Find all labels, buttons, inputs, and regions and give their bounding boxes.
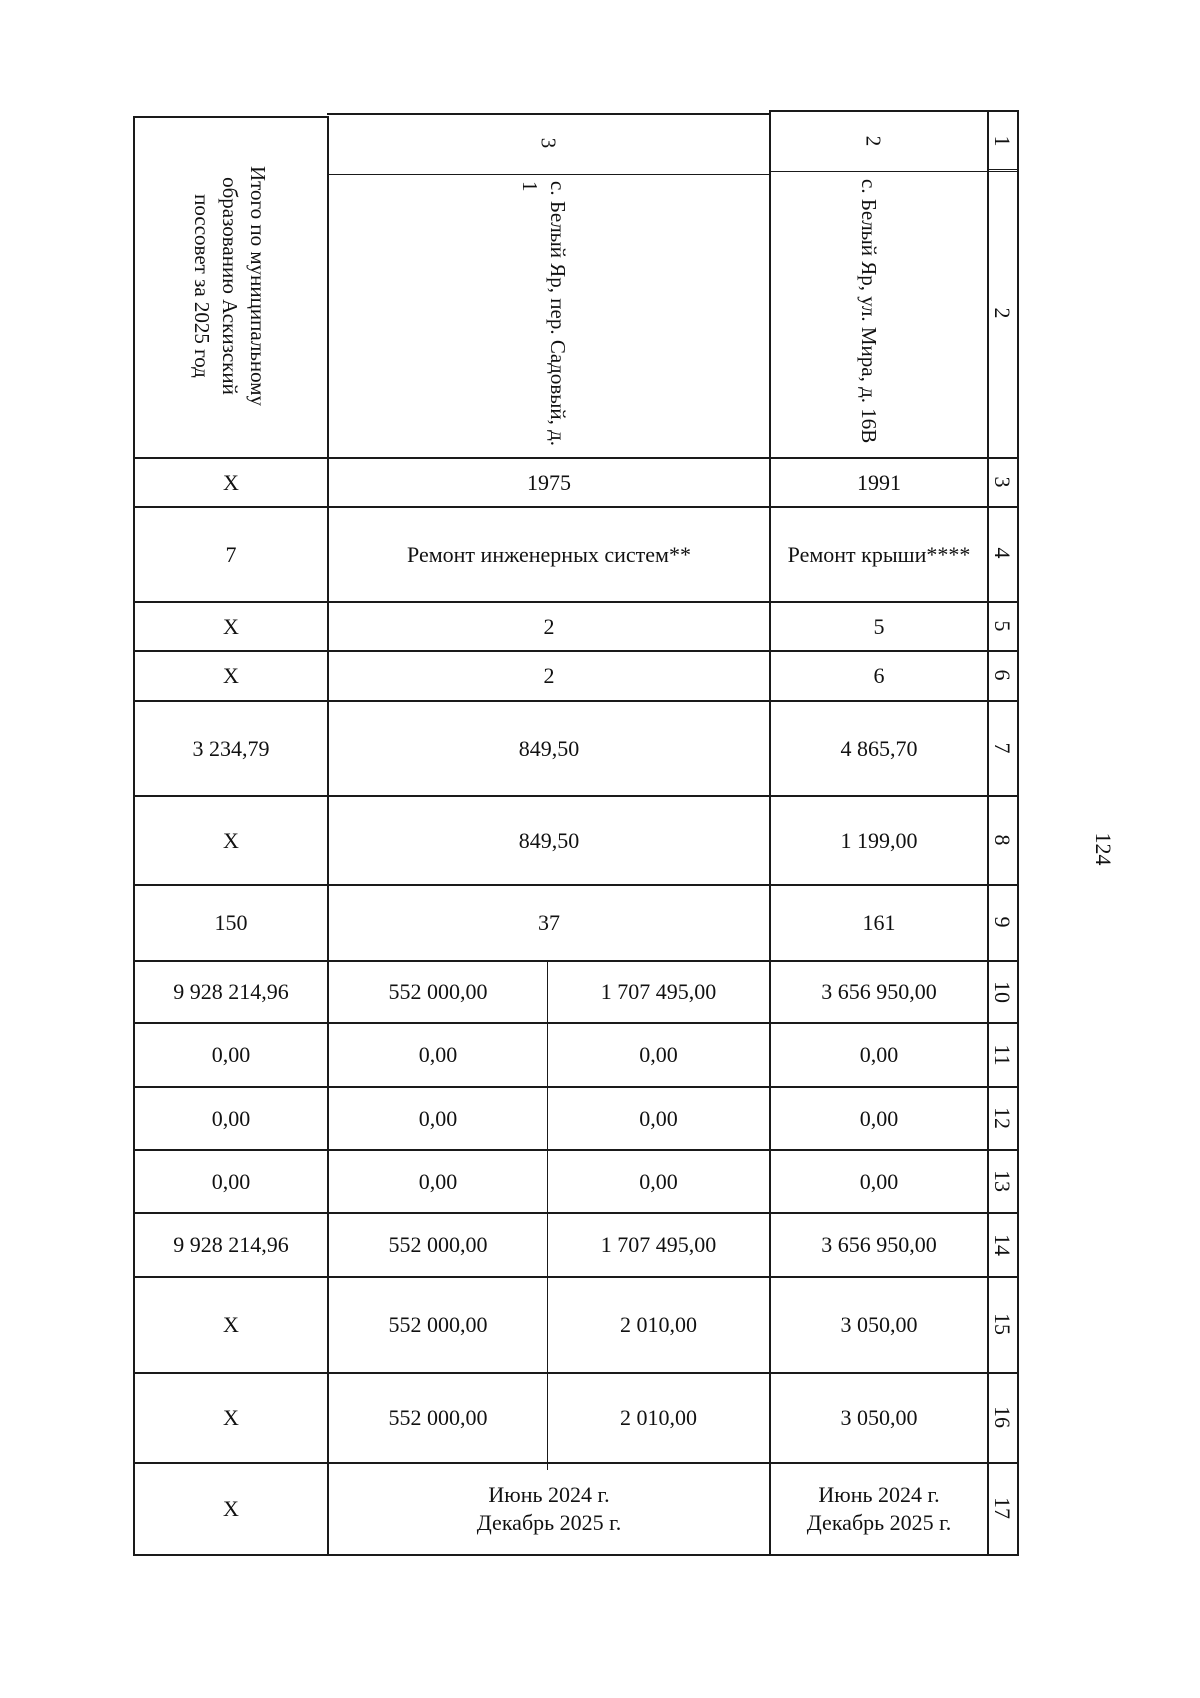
total-header-label: Итого по муниципальному образованию Аскизский поссовет за 2025 год [190,165,270,407]
row-number: 12 [990,1107,1015,1129]
row-number: 13 [990,1170,1015,1192]
total-r9: 150 [214,910,248,935]
row-number: 11 [990,1044,1015,1066]
total-r15: Х [223,1312,239,1337]
col2-r14: 3 656 950,00 [821,1232,937,1257]
row-number: 15 [990,1313,1015,1335]
total-r5: Х [223,613,239,639]
col3-r17 [329,1464,769,1554]
row-number: 4 [990,547,1015,559]
row-number: 14 [990,1234,1015,1256]
col3a-r15: 552 000,00 [388,1312,488,1337]
row-number: 17 [990,1497,1015,1519]
col3b-r16: 2 010,00 [620,1405,697,1430]
col3a-r14: 552 000,00 [388,1232,488,1257]
total-work-type: 7 [225,541,237,567]
col3b-r10: 1 707 495,00 [600,979,717,1004]
col3b-r14: 1 707 495,00 [600,1232,717,1257]
total-r16: Х [223,1405,239,1430]
total-r17: Х [223,1496,239,1521]
col3b-r12: 0,00 [639,1105,678,1131]
total-r10: 9 928 214,96 [173,979,289,1004]
col3-year: 1975 [527,469,571,495]
row-number: 8 [990,834,1015,846]
col2-r7: 4 865,70 [840,735,918,761]
total-r14: 9 928 214,96 [173,1232,289,1257]
col3a-r16: 552 000,00 [388,1405,488,1430]
col3-r17-end: Декабрь 2025 г. [476,1510,622,1535]
col3-r8: 849,50 [518,827,580,853]
col3b-r11: 0,00 [639,1042,678,1067]
col3a-r11: 0,00 [418,1042,458,1067]
col2-r5: 5 [873,613,885,639]
col2-r13: 0,00 [859,1168,899,1194]
col2-r12: 0,00 [859,1105,899,1131]
col2-year: 1991 [857,469,901,495]
col3-r6: 2 [543,663,555,688]
total-r13: 0,00 [211,1168,251,1194]
col3a-r10: 552 000,00 [388,979,488,1004]
row-number: 5 [990,620,1015,632]
col3-r7: 849,50 [518,735,580,761]
row-number: 1 [990,135,1015,147]
row-number: 10 [990,981,1015,1003]
col3-r5: 2 [543,613,555,639]
col3b-r13: 0,00 [639,1168,678,1194]
col3-r9: 37 [538,910,560,935]
row-number: 3 [990,476,1015,488]
total-year: Х [223,469,239,495]
col2-r11: 0,00 [859,1042,899,1067]
col2-r16: 3 050,00 [840,1405,918,1430]
total-r8: Х [223,827,239,853]
col2-r6: 6 [873,663,885,688]
total-r11: 0,00 [211,1042,251,1067]
total-r7: 3 234,79 [192,735,270,761]
col3-work-type: Ремонт инженерных систем** [407,541,691,567]
col2-r17 [771,1464,987,1554]
col2-r17-end: Декабрь 2025 г. [806,1510,952,1535]
col2-r10: 3 656 950,00 [821,979,937,1004]
col2-number: 2 [861,135,886,147]
col2-address: с. Белый Яр, ул. Мира, д. 16В [857,179,881,444]
col2-r8: 1 199,00 [840,827,918,853]
row-number: 7 [990,742,1015,754]
row-number: 2 [990,307,1015,319]
col3-r17-start: Июнь 2024 г. [488,1482,610,1507]
col3b-r15: 2 010,00 [620,1312,697,1337]
col3a-r12: 0,00 [418,1105,458,1131]
total-r6: Х [223,663,239,688]
col2-work-type: Ремонт крыши**** [787,541,971,567]
col2-r9: 161 [862,910,896,935]
col3-address: с. Белый Яр, пер. Садовый, д. 1 [518,181,570,447]
row-number: 9 [990,916,1015,928]
row-number: 6 [990,669,1015,681]
col3a-r13: 0,00 [418,1168,458,1194]
row-number: 16 [990,1406,1015,1428]
total-r12: 0,00 [211,1105,251,1131]
col2-r17-start: Июнь 2024 г. [818,1482,940,1507]
col2-r15: 3 050,00 [840,1312,918,1337]
col3-number: 3 [536,137,561,149]
page-number: 124 [1091,832,1116,866]
